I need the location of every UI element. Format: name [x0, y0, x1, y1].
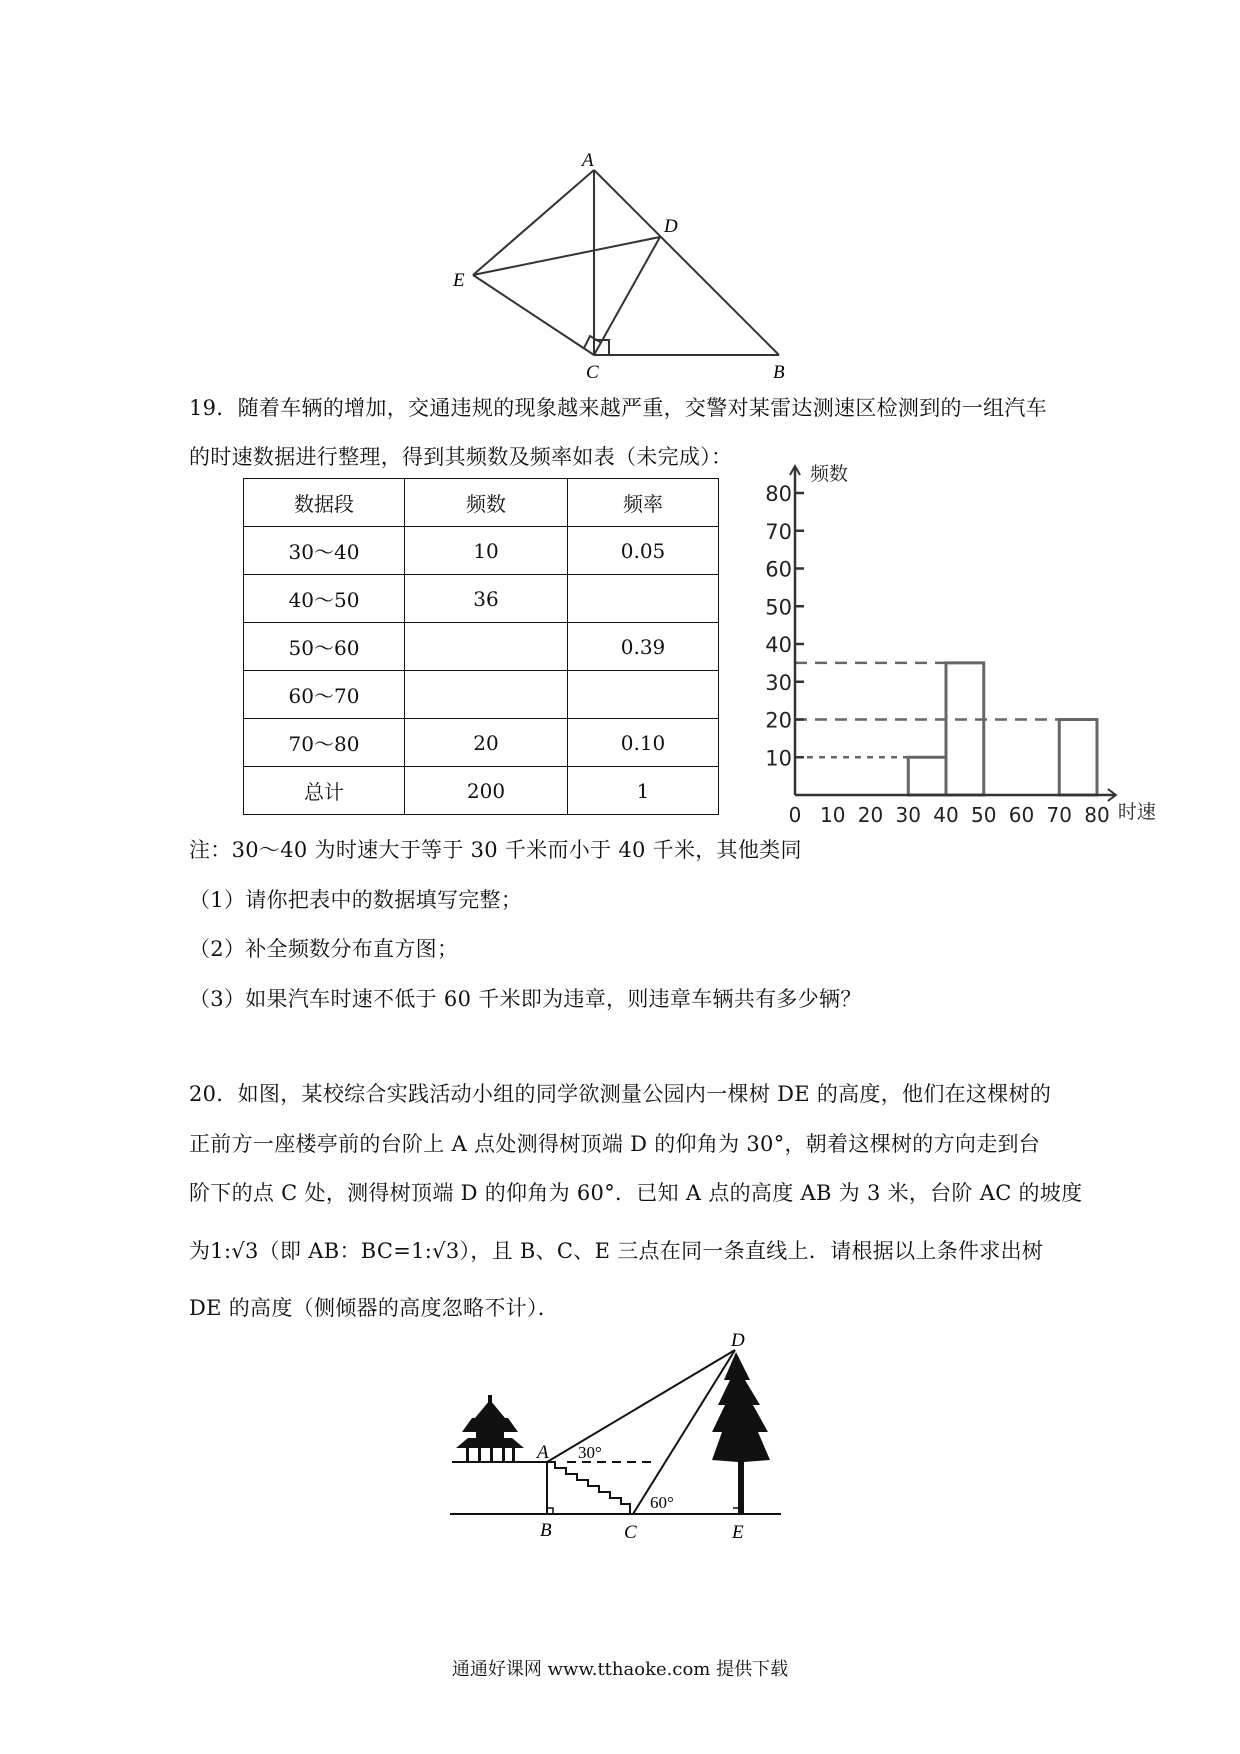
q19-line-1: 19．随着车辆的增加，交通违规的现象越来越严重，交警对某雷达测速区检测到的一组汽车	[189, 396, 1048, 420]
cell: 36	[405, 575, 568, 623]
pagoda-icon	[456, 1395, 524, 1462]
footer-credit: 通通好课网 www.tthaoke.com 提供下载	[451, 1659, 789, 1680]
cell: 0.05	[568, 527, 719, 575]
label-e: E	[453, 270, 465, 291]
q19-part-1: （1）请你把表中的数据填写完整；	[189, 888, 523, 912]
y-axis-label: 频数	[810, 463, 849, 485]
label-d: D	[664, 216, 678, 237]
header-cell: 数据段	[244, 479, 405, 527]
cell: 30～40	[244, 527, 405, 575]
label-b: B	[773, 362, 785, 383]
cell: 70～80	[244, 719, 405, 767]
y-tick-label: 40	[765, 633, 792, 657]
header-cell: 频数	[405, 479, 568, 527]
cell: 40～50	[244, 575, 405, 623]
q20-line-5: DE 的高度（侧倾器的高度忽略不计）．	[189, 1296, 560, 1320]
angle-label-60: 60°	[650, 1493, 674, 1512]
x-tick-label: 60	[1008, 803, 1035, 827]
x-tick-label: 20	[857, 803, 884, 827]
q20-line-1: 20．如图，某校综合实践活动小组的同学欲测量公园内一棵树 DE 的高度，他们在这棵树的	[189, 1082, 1052, 1106]
x-tick-label: 50	[971, 803, 997, 827]
segment-ad	[547, 1350, 735, 1462]
x-tick-label: 30	[895, 803, 921, 827]
q20-line-2: 正前方一座楼亭前的台阶上 A 点处测得树顶端 D 的仰角为 30°，朝着这棵树的方向走到台	[189, 1132, 1041, 1156]
y-tick-label: 50	[765, 595, 792, 620]
cell: 0.10	[568, 719, 719, 767]
x-tick-label: 10	[820, 803, 846, 827]
cell: 总计	[244, 767, 405, 815]
x-tick-label: 0	[788, 803, 802, 827]
cell: 50～60	[244, 623, 405, 671]
label-e: E	[732, 1522, 744, 1543]
tree-icon	[712, 1352, 770, 1514]
cell: 60～70	[244, 671, 405, 719]
cell: 10	[405, 527, 568, 575]
label-a: A	[537, 1442, 549, 1463]
staircase	[547, 1462, 630, 1514]
q19-part-2: （2）补全频数分布直方图；	[189, 937, 459, 961]
cell: 20	[405, 719, 568, 767]
x-tick-label: 70	[1046, 803, 1072, 827]
q20-line-3: 阶下的点 C 处，测得树顶端 D 的仰角为 60°．已知 A 点的高度 AB 为 3 米，台阶 AC 的坡度	[189, 1181, 1083, 1205]
x-tick-label: 40	[933, 803, 959, 827]
y-tick-label: 60	[765, 557, 792, 582]
label-b: B	[540, 1520, 552, 1541]
q19-part-3: （3）如果汽车时速不低于 60 千米即为违章，则违章车辆共有多少辆？	[189, 987, 862, 1011]
cell: 200	[405, 767, 568, 815]
x-tick-label: 80	[1084, 803, 1110, 827]
header-cell: 频率	[568, 479, 719, 527]
q20-line-4: 为1:√3（即 AB：BC=1:√3），且 B、C、E 三点在同一条直线上．请根据以上条件求出树	[189, 1239, 1044, 1263]
y-tick-label: 70	[765, 519, 792, 544]
label-d: D	[731, 1330, 745, 1351]
q19-line-2: 的时速数据进行整理，得到其频数及频率如表（未完成）：	[189, 445, 733, 469]
y-tick-label: 80	[765, 482, 792, 506]
y-tick-label: 20	[765, 708, 792, 733]
cell: 1	[568, 767, 719, 815]
y-tick-label: 10	[765, 746, 792, 771]
label-c: C	[624, 1522, 637, 1543]
label-a: A	[582, 150, 594, 171]
x-axis-label: 时速	[1117, 801, 1156, 823]
cell: 0.39	[568, 623, 719, 671]
label-c: C	[586, 362, 599, 383]
angle-label-30: 30°	[578, 1443, 602, 1462]
y-tick-label: 30	[765, 670, 792, 695]
q19-note: 注：30～40 为时速大于等于 30 千米而小于 40 千米，其他类同	[189, 838, 802, 862]
